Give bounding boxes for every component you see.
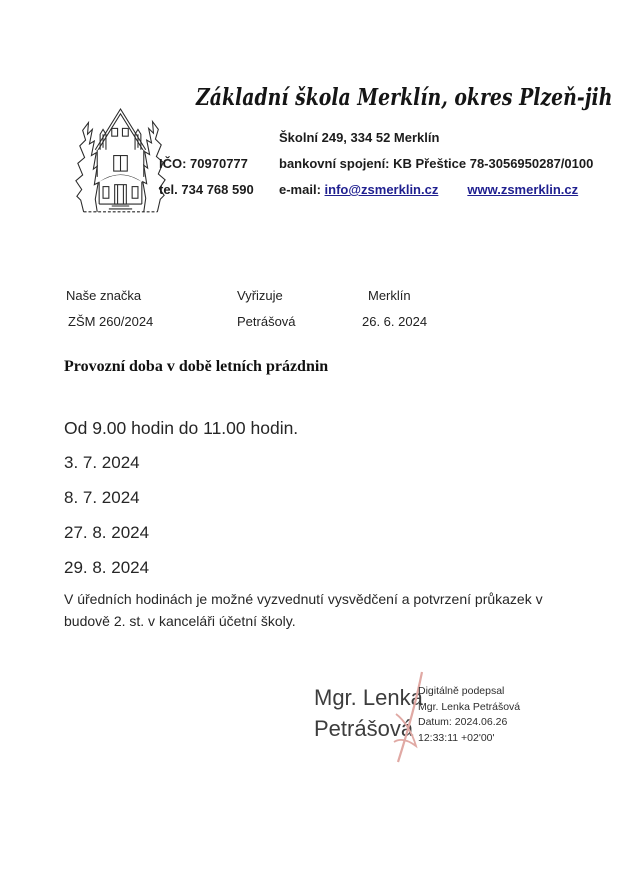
signature-name-line2: Petrášová [314,716,414,741]
ref-value-date: 26. 6. 2024 [362,314,428,329]
signature-name [314,682,423,744]
note-paragraph: V úředních hodinách je možné vyzvednutí vysvědčení a potvrzení průkazek v budově 2. st. v kanceláři účetní školy. [64,591,543,629]
open-date-4: 29. 8. 2024 [64,558,150,577]
document-title: Provozní doba v době letních prázdnin [64,358,329,375]
signature-name-line1: Mgr. Lenka [314,685,423,710]
ref-value-our-mark: ZŠM 260/2024 [68,314,154,329]
signature-details-line4: 12:33:11 +02'00' [418,731,495,744]
school-email-row [279,182,578,197]
school-name-title: Základní škola Merklín, okres Plzeň-jih [196,84,613,111]
ref-label-our-mark: Naše značka [66,288,142,303]
ref-label-handled-by: Vyřizuje [237,288,283,303]
school-address: Školní 249, 334 52 Merklín [279,130,440,145]
ref-value-handled-by: Petrášová [237,314,296,329]
school-phone: tel. 734 768 590 [159,182,254,197]
email-label: e-mail: [279,182,321,197]
ref-label-place: Merklín [368,288,411,303]
email-link[interactable]: info@zsmerklin.cz [324,182,439,197]
open-date-3: 27. 8. 2024 [64,523,150,542]
school-ico: IČO: 70970777 [159,156,248,171]
signature-details-line2: Mgr. Lenka Petrášová [418,700,521,713]
tree-left [76,123,98,212]
signature-details [418,684,520,746]
school-bank-account: bankovní spojení: KB Přeštice 78-3056950287/0100 [279,156,594,171]
open-date-2: 8. 7. 2024 [64,488,140,507]
signature-details-line1: Digitálně podepsal [418,685,505,697]
open-date-1: 3. 7. 2024 [64,453,140,472]
opening-hours-line: Od 9.00 hodin do 11.00 hodin. [64,418,299,438]
school-logo-icon [72,99,169,216]
website-link[interactable]: www.zsmerklin.cz [467,182,579,197]
signature-details-line3: Datum: 2024.06.26 [418,716,508,728]
